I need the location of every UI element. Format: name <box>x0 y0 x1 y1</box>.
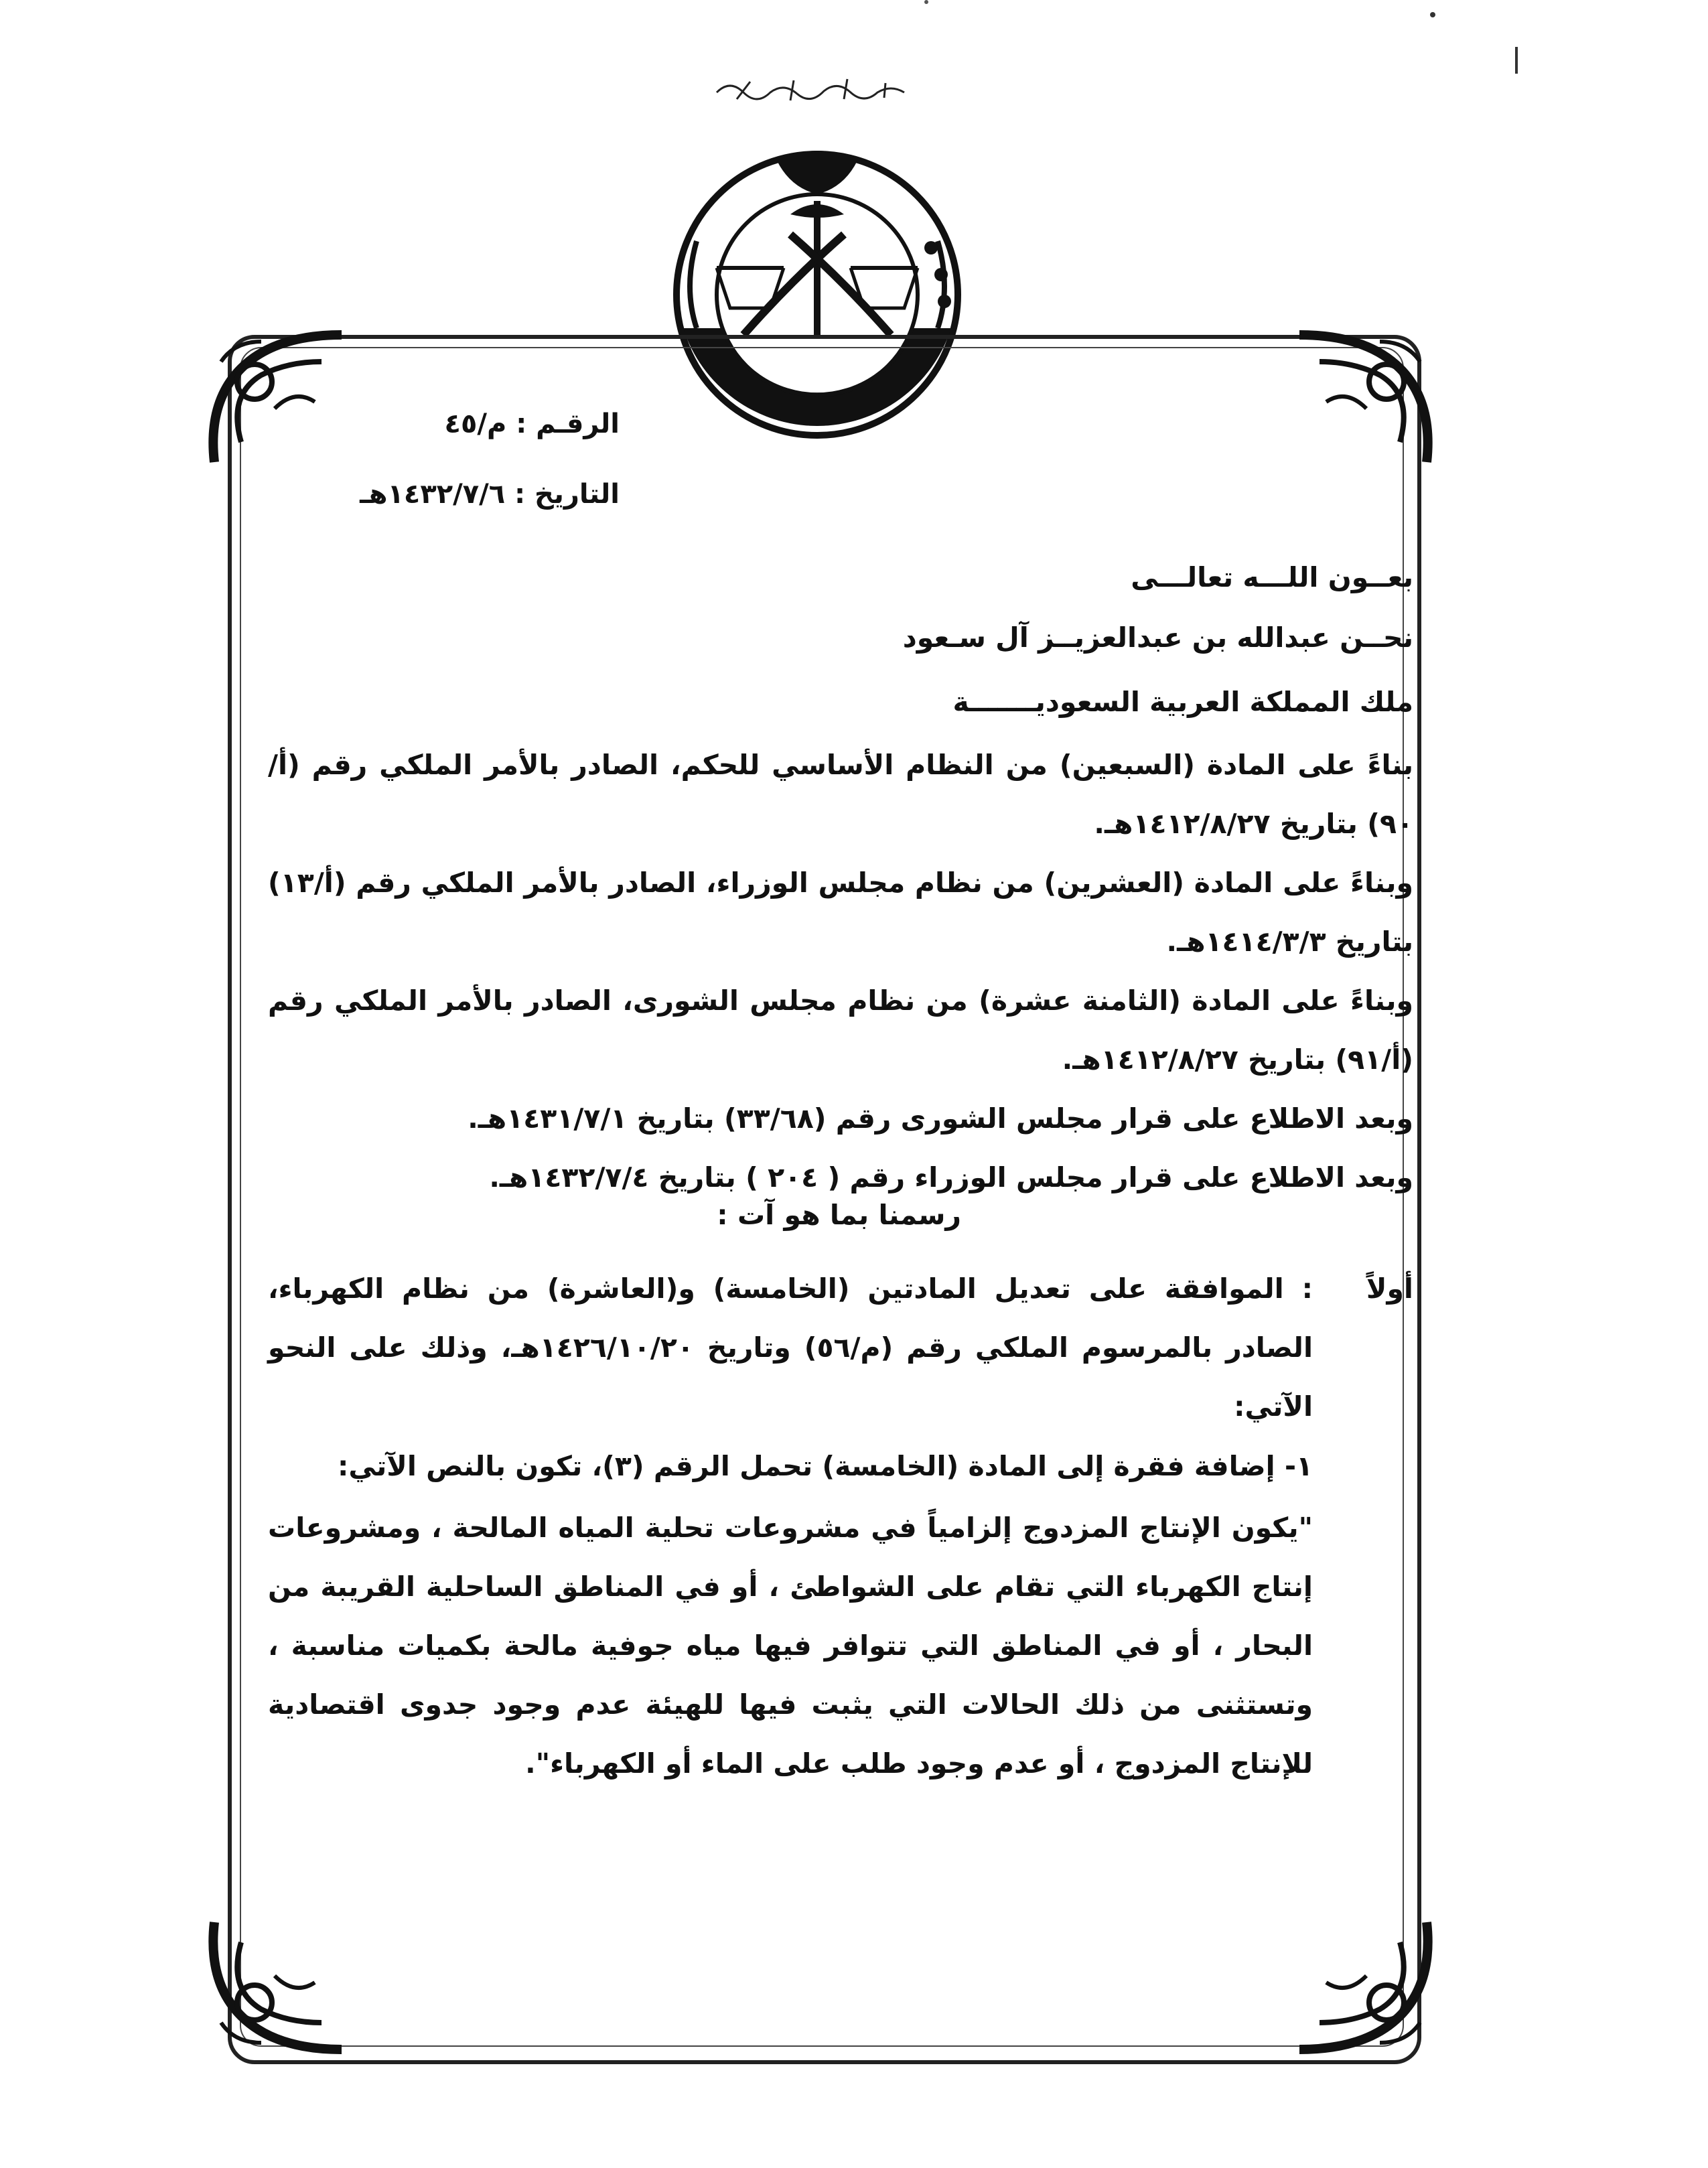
invocation: بعــون اللـــه تعالـــى <box>1131 561 1413 593</box>
preamble-paragraph: بناءً على المادة (السبعين) من النظام الأساسي للحكم، الصادر بالأمر الملكي رقم (أ/٩٠) بتاريخ ١٤١٢/٨/٢٧هـ. <box>268 749 1413 840</box>
corner-ornament <box>201 1909 355 2063</box>
preamble-paragraph: وبعد الاطلاع على قرار مجلس الشورى رقم (٣٣/٦٨) بتاريخ ١٤٣١/٧/١هـ. <box>468 1102 1413 1135</box>
reference-date: التاريخ : ١٤٣٢/٧/٦هـ <box>360 479 620 510</box>
king-title: ملك المملكة العربية السعوديـــــــة <box>952 686 1413 718</box>
basmala-calligraphy <box>710 72 911 106</box>
preamble-paragraph: وبعد الاطلاع على قرار مجلس الوزراء رقم ( ٢٠٤ ) بتاريخ ١٤٣٢/٧/٤هـ. <box>489 1161 1413 1194</box>
corner-ornament <box>1286 321 1440 476</box>
preamble <box>268 735 1413 1207</box>
article-text: : الموافقة على تعديل المادتين (الخامسة) و(العاشرة) من نظام الكهرباء، الصادر بالمرسوم الملكي رقم (م/٥٦) وتاريخ ١٤٢٦/١٠/٢٠هـ، وذلك على النحو الآتي: <box>268 1273 1313 1423</box>
scan-speck <box>1430 12 1435 17</box>
reference-number: الرقـم : م/٤٥ <box>444 409 620 439</box>
article-label: أولاً <box>1366 1273 1413 1305</box>
sub-item-1: ١- إضافة فقرة إلى المادة (الخامسة) تحمل الرقم (٣)، تكون بالنص الآتي: <box>338 1450 1313 1482</box>
article-first <box>268 1259 1413 1436</box>
quoted-text: "يكون الإنتاج المزدوج إلزامياً في مشروعات تحلية المياه المالحة ، ومشروعات إنتاج الكهرباء التي تقام على الشواطئ ، أو في المناطق الساحلية القريبة من البحار ، أو في المناطق التي تتوافر فيها مياه جوفية مالحة بكميات مناسبة ، وتستثنى من ذلك الحالات التي يثبت فيها للهيئة عدم وجود جدوى اقتصادية للإنتاج المزدوج ، أو عدم وجود طلب على الماء أو الكهرباء". <box>268 1512 1313 1780</box>
corner-ornament <box>201 321 355 476</box>
scan-speck <box>924 0 928 4</box>
preamble-paragraph: وبناءً على المادة (الثامنة عشرة) من نظام مجلس الشورى، الصادر بالأمر الملكي رقم (أ/٩١) بتاريخ ١٤١٢/٨/٢٧هـ. <box>268 985 1413 1076</box>
corner-ornament <box>1286 1909 1440 2063</box>
scan-mark <box>1515 47 1518 74</box>
king-name: نحــن عبدالله بن عبدالعزيــز آل سـعود <box>902 622 1413 654</box>
decree-statement: رسمنا بما هو آت : <box>717 1199 961 1231</box>
preamble-paragraph: وبناءً على المادة (العشرين) من نظام مجلس الوزراء، الصادر بالأمر الملكي رقم (أ/١٣) بتاريخ ١٤١٤/٣/٣هـ. <box>268 867 1413 958</box>
